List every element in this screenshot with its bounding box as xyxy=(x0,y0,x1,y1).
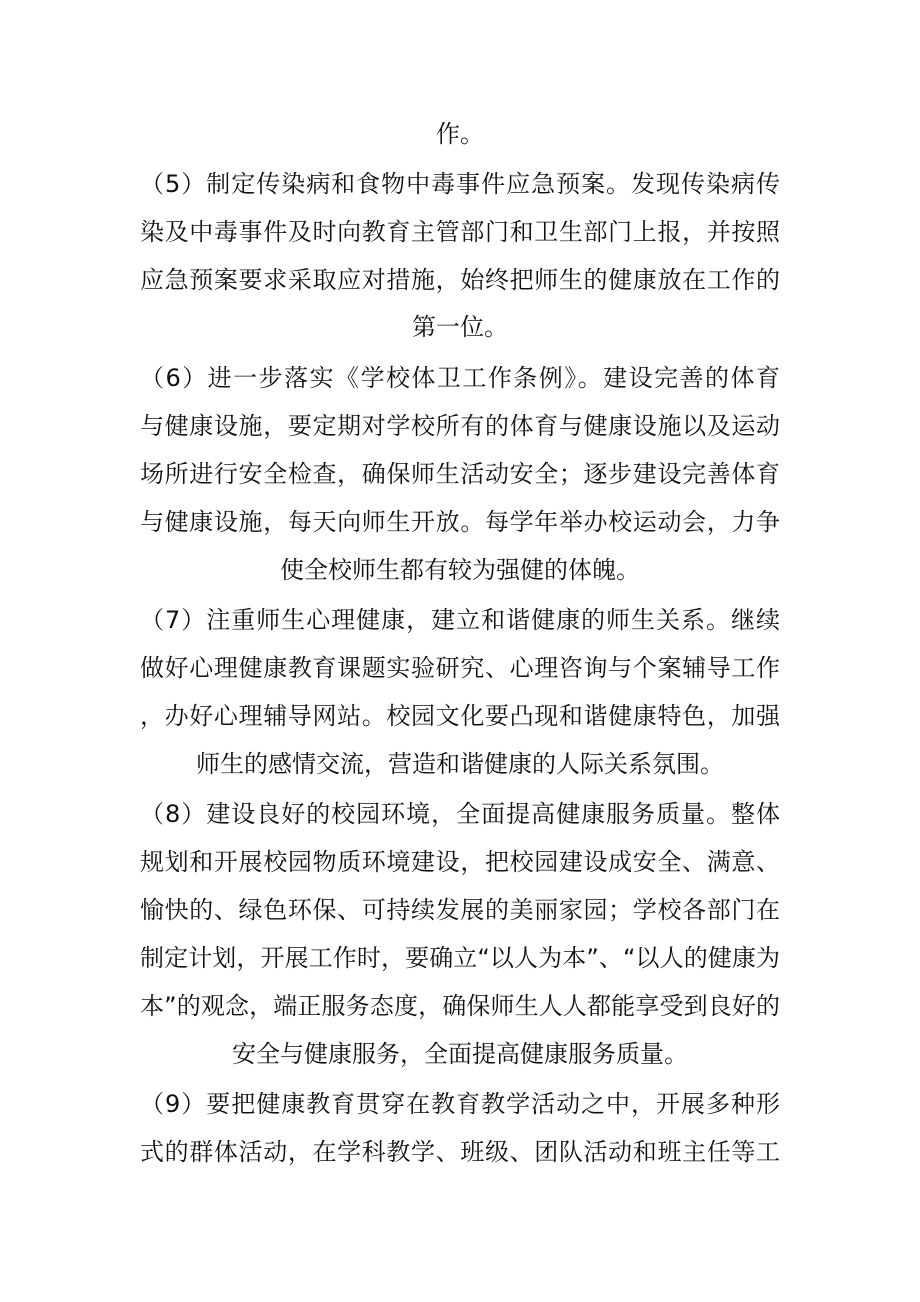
text-line: 作。 xyxy=(436,120,484,148)
text-line: 与健康设施，每天向师生开放。每学年举办校运动会，力争 xyxy=(140,508,780,536)
text-line: 制定计划，开展工作时，要确立“以人为本”、“以人的健康为 xyxy=(140,944,780,972)
text-line: 愉快的、绿色环保、可持续发展的美丽家园；学校各部门在 xyxy=(140,896,780,924)
text-line: 做好心理健康教育课题实验研究、心理咨询与个案辅导工作 xyxy=(140,654,780,682)
text-line: 第一位。 xyxy=(412,313,508,341)
text-line: 染及中毒事件及时向教育主管部门和卫生部门上报，并按照 xyxy=(140,218,780,246)
text-line: 安全与健康服务，全面提高健康服务质量。 xyxy=(232,1040,688,1068)
text-line: （9）要把健康教育贯穿在教育教学活动之中，开展多种形 xyxy=(140,1090,780,1118)
text-line: 使全校师生都有较为强健的体魄。 xyxy=(280,556,640,584)
text-line: （5）制定传染病和食物中毒事件应急预案。发现传染病传 xyxy=(140,170,780,198)
text-line: 师生的感情交流，营造和谐健康的人际关系氛围。 xyxy=(196,750,724,778)
text-line: 本”的观念，端正服务态度，确保师生人人都能享受到良好的 xyxy=(140,992,780,1020)
text-line: 与健康设施，要定期对学校所有的体育与健康设施以及运动 xyxy=(140,412,780,440)
text-line: 场所进行安全检查，确保师生活动安全；逐步建设完善体育 xyxy=(140,460,780,488)
text-line: 规划和开展校园物质环境建设，把校园建设成安全、满意、 xyxy=(140,848,780,876)
text-line: ，办好心理辅导网站。校园文化要凸现和谐健康特色，加强 xyxy=(140,702,780,730)
text-line: （6）进一步落实《学校体卫工作条例》。建设完善的体育 xyxy=(140,364,780,392)
text-line: （7）注重师生心理健康，建立和谐健康的师生关系。继续 xyxy=(140,606,780,634)
text-line: 应急预案要求采取应对措施，始终把师生的健康放在工作的 xyxy=(140,266,780,294)
text-line: （8）建设良好的校园环境，全面提高健康服务质量。整体 xyxy=(140,800,780,828)
text-line: 式的群体活动，在学科教学、班级、团队活动和班主任等工 xyxy=(140,1138,780,1166)
